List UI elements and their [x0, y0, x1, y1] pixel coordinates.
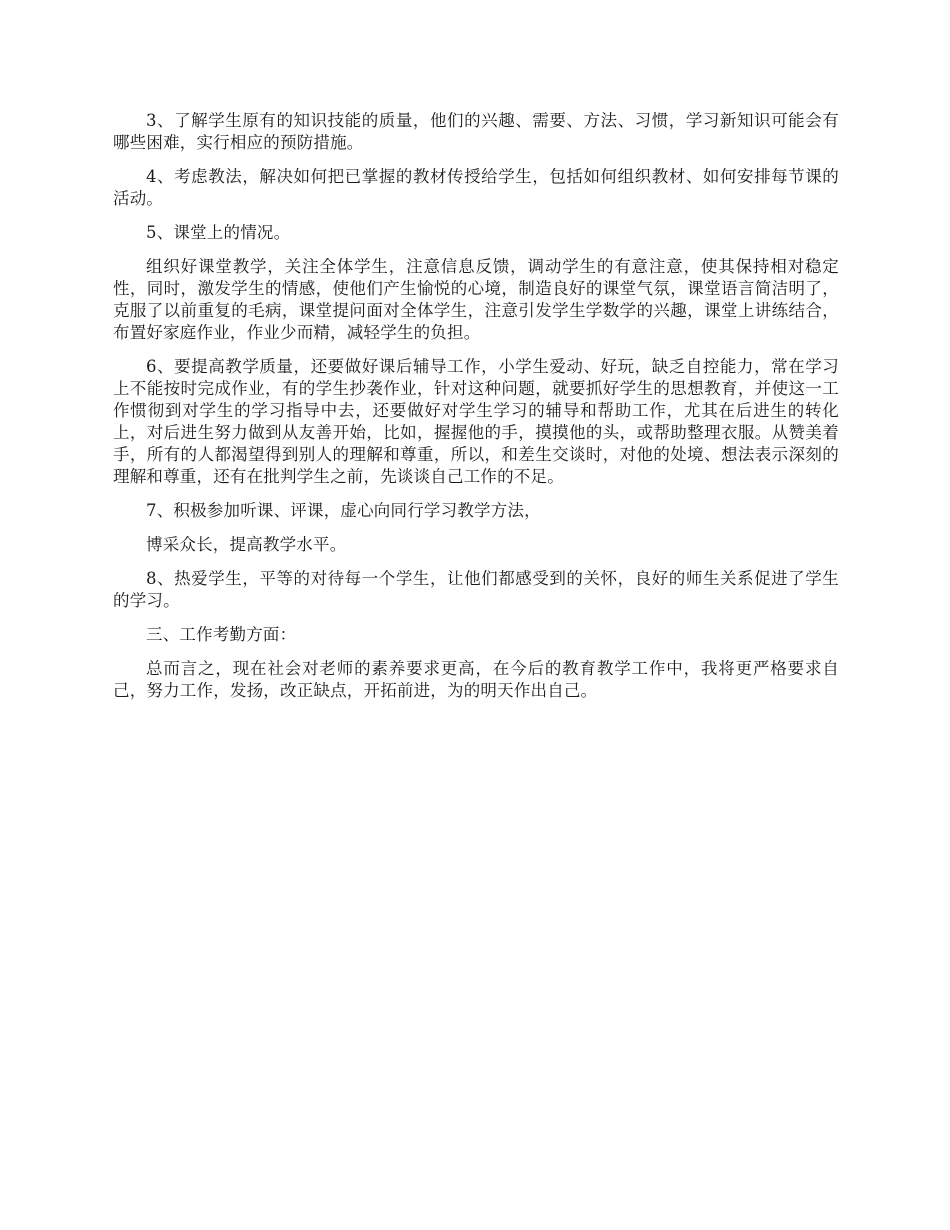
- document-body: [113, 110, 839, 714]
- paragraph-item-5: 5、课堂上的情况。: [146, 223, 291, 242]
- paragraph-classroom-details: 组织好课堂教学，关注全体学生，注意信息反馈，调动学生的有意注意，使其保持相对稳定性，同时，激发学生的情感，使他们产生愉悦的心境，制造良好的课堂气氛，课堂语言简洁明了，克服了以前重复的毛病，课堂提问面对全体学生，注意引发学生学数学的兴趣，课堂上讲练结合，布置好家庭作业，作业少而精，减轻学生的负担。: [113, 257, 839, 342]
- paragraph-item-4: 4、考虑教法，解决如何把已掌握的教材传授给学生，包括如何组织教材、如何安排每节课的活动。: [113, 167, 839, 208]
- paragraph-item-6: 6、要提高教学质量，还要做好课后辅导工作，小学生爱动、好玩，缺乏自控能力，常在学习上不能按时完成作业，有的学生抄袭作业，针对这种问题，就要抓好学生的思想教育，并使这一工作惯彻到对学生的学习指导中去，还要做好对学生学习的辅导和帮助工作，尤其在后进生的转化上，对后进生努力做到从友善开始，比如，握握他的手，摸摸他的头，或帮助整理衣服。从赞美着手，所有的人都渴望得到别人的理解和尊重，所以，和差生交谈时，对他的处境、想法表示深刻的理解和尊重，还有在批判学生之前，先谈谈自己工作的不足。: [113, 357, 839, 486]
- section-heading-attendance: 三、工作考勤方面：: [146, 625, 297, 644]
- paragraph-item-7: 7、积极参加听课、评课，虚心向同行学习教学方法，: [146, 501, 541, 520]
- paragraph-conclusion: 总而言之，现在社会对老师的素养要求更高，在今后的教育教学工作中，我将更严格要求自己，努力工作，发扬，改正缺点，开拓前进，为的明天作出自己。: [113, 659, 839, 700]
- paragraph-item-7-continued: 博采众长，提高教学水平。: [146, 535, 347, 554]
- paragraph-item-3: 3、了解学生原有的知识技能的质量，他们的兴趣、需要、方法、习惯，学习新知识可能会有哪些困难，实行相应的预防措施。: [113, 111, 839, 152]
- paragraph-item-8: 8、热爱学生，平等的对待每一个学生，让他们都感受到的关怀，良好的师生关系促进了学生的学习。: [113, 569, 839, 610]
